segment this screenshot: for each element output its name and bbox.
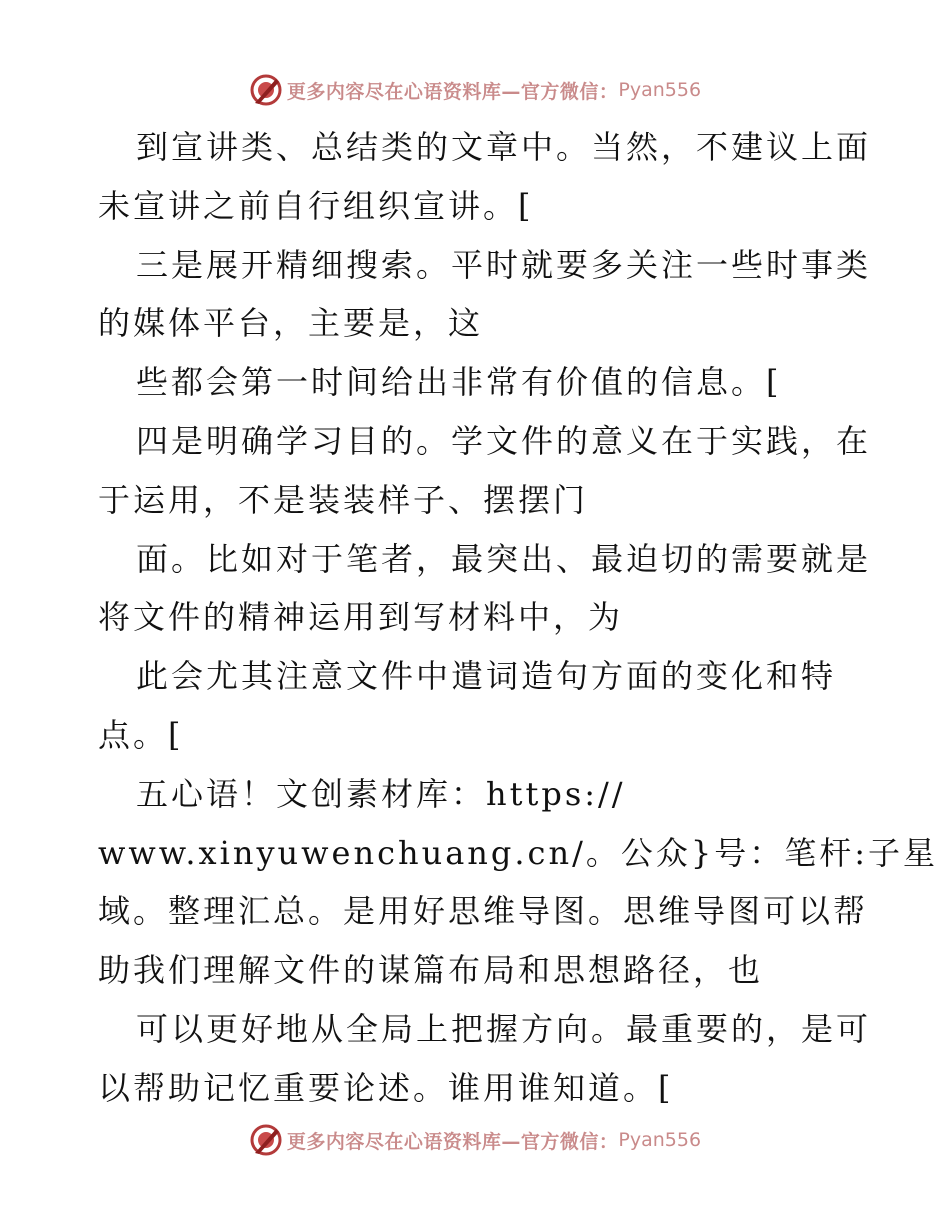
text-line: 三是展开精细搜索。平时就要多关注一些时事类 [136, 245, 872, 284]
text-line: 域。整理汇总。是用好思维导图。思维导图可以帮 [98, 892, 869, 931]
header-banner-text: 更多内容尽在心语资料库—官方微信： [286, 80, 619, 103]
footer-banner-text: 更多内容尽在心语资料库—官方微信： [286, 1130, 619, 1153]
text-line: www.xinyuwenchuang.cn/。公众}号：笔杆:子星 [98, 833, 939, 872]
header-wechat-handle: Pyan556 [618, 79, 702, 101]
footer-banner [0, 1120, 950, 1160]
text-line: 点。[ [98, 715, 184, 754]
text-line: 五心语！文创素材库：https:// [136, 774, 626, 813]
feather-logo-icon [249, 1123, 283, 1157]
document-body [98, 118, 939, 1118]
footer-wechat-handle: Pyan556 [618, 1129, 702, 1151]
text-line: 可以更好地从全局上把握方向。最重要的，是可 [136, 1009, 872, 1048]
feather-logo-icon [249, 73, 283, 107]
text-line: 四是明确学习目的。学文件的意义在于实践，在 [136, 421, 872, 460]
text-line: 将文件的精神运用到写材料中，为 [98, 598, 624, 637]
text-line: 未宣讲之前自行组织宣讲。[ [98, 186, 534, 225]
text-line: 以帮助记忆重要论述。谁用谁知道。[ [98, 1068, 674, 1107]
text-line: 助我们理解文件的谋篇布局和思想路径，也 [98, 951, 764, 990]
text-line: 于运用，不是装装样子、摆摆门 [98, 480, 589, 519]
header-banner [0, 70, 950, 110]
text-line: 此会尤其注意文件中遣词造句方面的变化和特 [136, 657, 837, 696]
text-line: 到宣讲类、总结类的文章中。当然，不建议上面 [136, 128, 872, 166]
text-line: 些都会第一时间给出非常有价值的信息。[ [136, 363, 782, 402]
text-line: 的媒体平台，主要是，这 [98, 304, 484, 343]
text-line: 面。比如对于笔者，最突出、最迫切的需要就是 [136, 539, 872, 578]
